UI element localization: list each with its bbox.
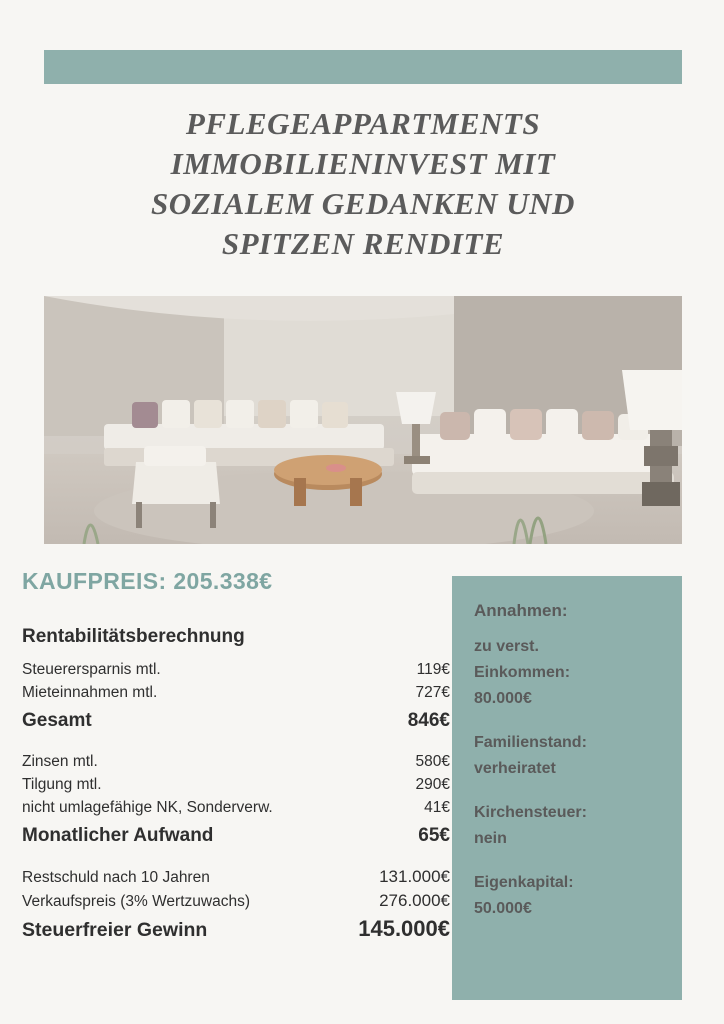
row-value: 131.000€ — [379, 867, 450, 886]
row-value: 846€ — [407, 710, 450, 731]
row-value: 290€ — [415, 776, 450, 793]
assumption-item-marital — [474, 730, 660, 782]
row-label: Monatlicher Aufwand — [22, 825, 214, 846]
title-line-3: SOZIALEM GEDANKEN UND — [151, 186, 575, 221]
top-accent-bar — [44, 50, 682, 84]
interior-photo — [44, 296, 682, 544]
assumption-label: Familienstand: — [474, 734, 587, 751]
row-label: Verkaufspreis (3% Wertzuwachs) — [22, 893, 250, 910]
assumption-label: Kirchensteuer: — [474, 804, 587, 821]
row-label: Tilgung mtl. — [22, 776, 102, 793]
title-line-4: SPITZEN RENDITE — [221, 226, 505, 261]
row-label: Gesamt — [22, 710, 92, 731]
row-label: nicht umlagefähige NK, Sonderverw. — [22, 799, 273, 816]
row-label: Mieteinnahmen mtl. — [22, 684, 158, 701]
table-row — [22, 889, 450, 913]
assumption-item-churchtax — [474, 800, 660, 852]
assumption-item-equity — [474, 870, 660, 922]
table-row — [22, 865, 450, 889]
row-value: 41€ — [424, 799, 450, 816]
row-value: 119€ — [416, 661, 450, 678]
table-row — [22, 681, 450, 704]
assumption-label: Eigenkapital: — [474, 874, 574, 891]
page-title — [44, 104, 682, 264]
title-line-2: IMMOBILIENINVEST MIT — [170, 146, 556, 181]
table-row-total-income — [22, 706, 450, 736]
spacer — [474, 624, 660, 634]
table-row — [22, 796, 450, 819]
row-label: Restschuld nach 10 Jahren — [22, 869, 210, 886]
assumption-label: zu verst. — [474, 638, 539, 655]
profitability-heading: Rentabilitätsberechnung — [22, 626, 245, 647]
table-row — [22, 658, 450, 681]
assumptions-panel — [452, 576, 682, 1000]
row-value: 580€ — [415, 753, 450, 770]
interior-photo-illustration — [44, 296, 682, 544]
assumption-item-income — [474, 634, 660, 712]
table-row-total-profit — [22, 913, 450, 946]
table-row — [22, 750, 450, 773]
assumption-value: 50.000€ — [474, 900, 532, 917]
profitability-table — [22, 626, 450, 946]
assumptions-heading: Annahmen: — [474, 601, 568, 620]
assumption-value: verheiratet — [474, 760, 556, 777]
row-label: Steuerersparnis mtl. — [22, 661, 161, 678]
row-label: Steuerfreier Gewinn — [22, 919, 208, 941]
assumption-value: nein — [474, 830, 507, 847]
row-value: 145.000€ — [358, 916, 450, 941]
row-value: 727€ — [415, 684, 450, 701]
spacer — [22, 736, 450, 750]
row-label: Zinsen mtl. — [22, 753, 98, 770]
table-row — [22, 773, 450, 796]
table-row-total-cost — [22, 821, 450, 851]
assumption-label-2: Einkommen: — [474, 664, 571, 681]
row-value: 276.000€ — [379, 891, 450, 910]
assumption-value: 80.000€ — [474, 690, 532, 707]
purchase-price: KAUFPREIS: 205.338€ — [22, 568, 273, 594]
row-value: 65€ — [418, 825, 450, 846]
spacer — [22, 851, 450, 865]
title-line-1: PFLEGEAPPARTMENTS — [185, 106, 541, 141]
